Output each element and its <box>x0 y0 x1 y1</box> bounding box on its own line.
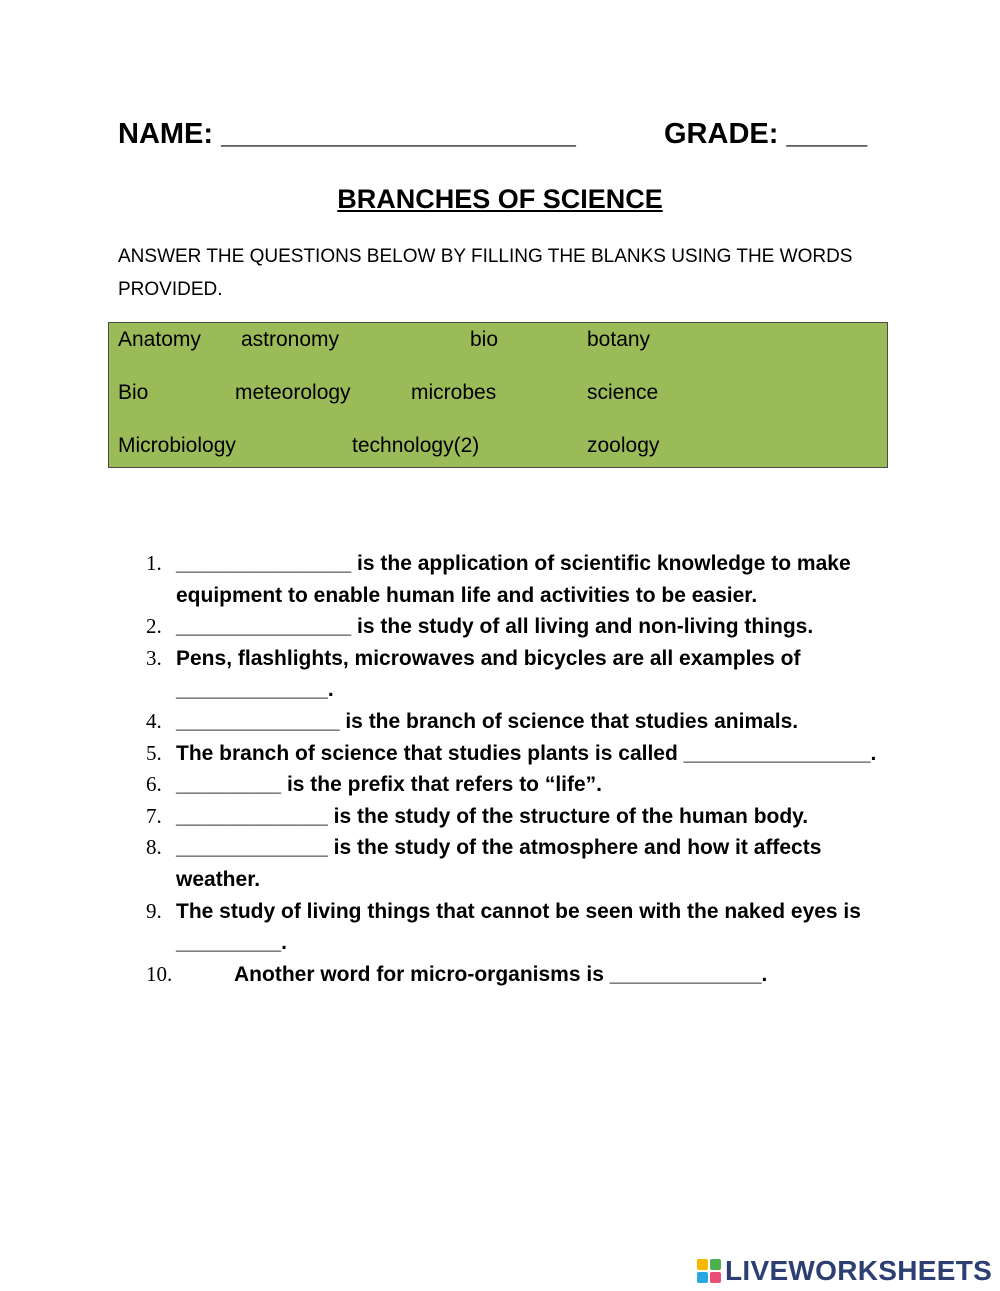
page-title: BRANCHES OF SCIENCE <box>337 184 663 214</box>
question-text: The branch of science that studies plants is called ________________. <box>176 741 877 765</box>
question-item <box>0 832 881 895</box>
question-item <box>0 643 881 706</box>
question-text: The study of living things that cannot be seen with the naked eyes is _________. <box>176 899 861 955</box>
question-item <box>0 548 881 611</box>
liveworksheets-logo-icon <box>697 1259 721 1283</box>
question-item <box>0 611 881 643</box>
question-text: _______________ is the application of scientific knowledge to make equipment to enable human life and activities to be easier. <box>176 552 851 607</box>
question-text: _______________ is the study of all living and non-living things. <box>176 615 814 639</box>
question-item <box>0 769 881 801</box>
instructions: ANSWER THE QUESTIONS BELOW BY FILLING THE BLANKS USING THE WORDS PROVIDED. <box>118 246 853 300</box>
logo-text: LIVEWORKSHEETS <box>725 1255 993 1286</box>
question-text: Pens, flashlights, microwaves and bicycles are all examples of _____________. <box>176 646 801 702</box>
word-bank-item: technology(2) <box>352 434 480 457</box>
question-number: 10. <box>146 961 173 986</box>
question-item <box>0 801 881 833</box>
word-bank-item: science <box>587 381 659 404</box>
question-text: _________ is the prefix that refers to “life”. <box>176 773 603 797</box>
word-bank-item: microbes <box>411 381 497 404</box>
word-bank-item: Microbiology <box>118 434 236 457</box>
question-number: 2. <box>146 614 162 639</box>
word-bank-item: botany <box>587 328 651 351</box>
question-text: ______________ is the branch of science that studies animals. <box>176 709 799 733</box>
word-bank <box>108 322 888 468</box>
question-number: 8. <box>146 835 162 860</box>
word-bank-item: Bio <box>118 381 149 404</box>
word-bank-item: astronomy <box>241 328 340 351</box>
question-number: 1. <box>146 551 162 575</box>
question-text: Another word for micro-organisms is _____________. <box>234 962 768 986</box>
question-number: 9. <box>146 898 162 923</box>
word-bank-item: bio <box>470 328 499 351</box>
question-text: _____________ is the study of the atmosphere and how it affects weather. <box>176 836 822 891</box>
question-number: 5. <box>146 740 162 765</box>
word-bank-item: meteorology <box>235 381 351 404</box>
question-number: 7. <box>146 803 162 828</box>
word-bank-item: Anatomy <box>118 328 201 351</box>
question-number: 6. <box>146 772 162 797</box>
question-item <box>0 896 881 959</box>
word-bank-item: zoology <box>587 434 660 457</box>
liveworksheets-logo <box>697 1256 992 1286</box>
question-number: 3. <box>146 645 162 670</box>
question-item <box>0 738 881 770</box>
question-text: _____________ is the study of the structure of the human body. <box>176 804 809 828</box>
grade-field-label: GRADE: _____ <box>664 118 868 150</box>
question-item <box>0 959 884 991</box>
question-list <box>0 548 1000 990</box>
question-item <box>0 706 881 738</box>
question-number: 4. <box>146 708 162 733</box>
name-field-label: NAME: ______________________ <box>118 118 576 150</box>
